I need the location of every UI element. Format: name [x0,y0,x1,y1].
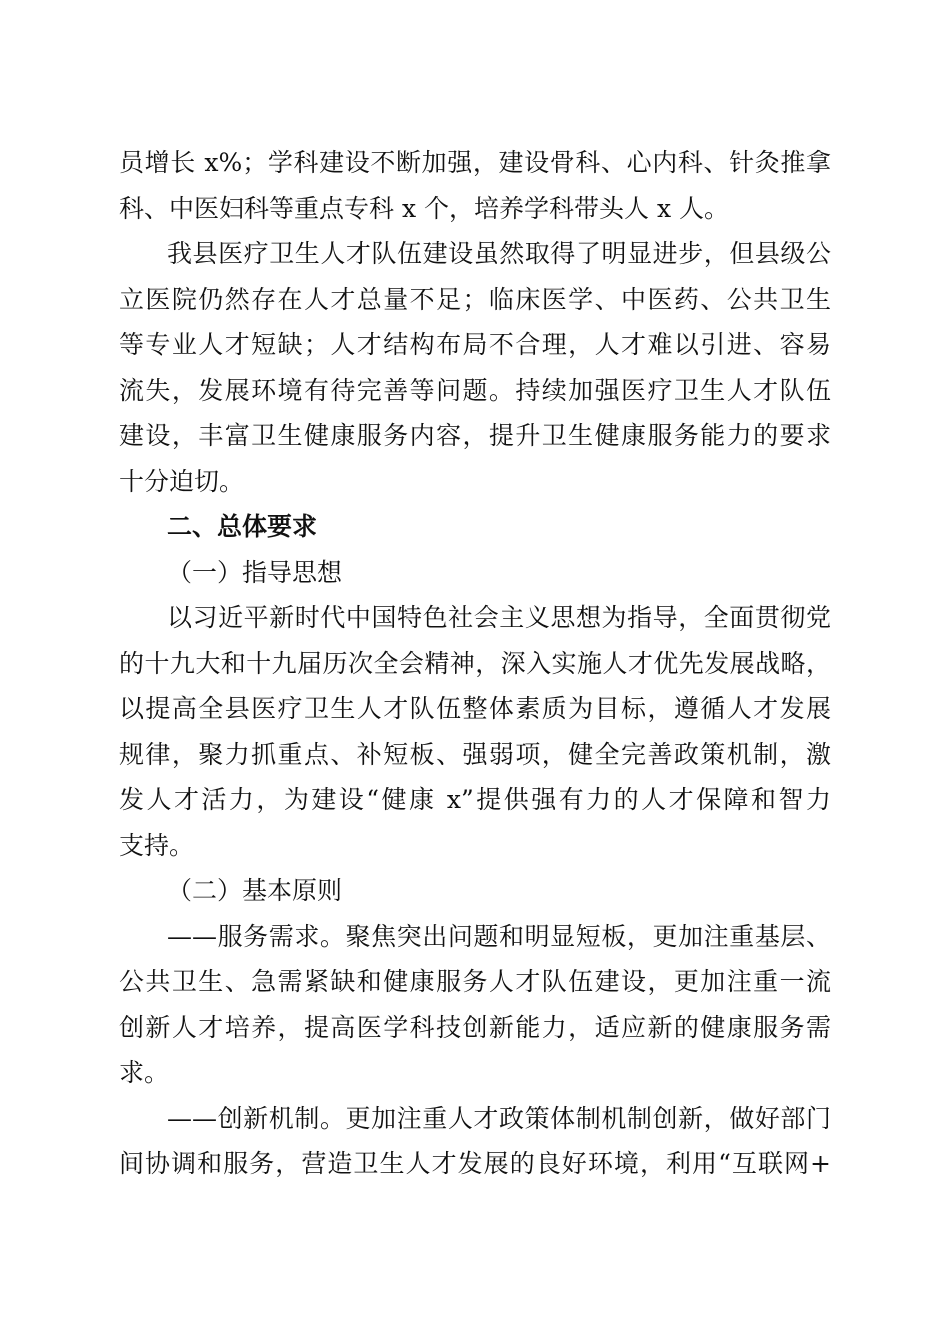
text-line: 规律，聚力抓重点、补短板、强弱项，健全完善政策机制，激 [119,739,831,769]
text-line: 公共卫生、急需紧缺和健康服务人才队伍建设，更加注重一流 [119,967,831,996]
text-line: 支持。 [119,830,195,860]
section-heading: 二、总体要求 [167,512,318,541]
subsection-title-basic-principles: （二）基本原则 [167,876,343,905]
text-line: 员增长 x%；学科建设不断加强，建设骨科、心内科、针灸推拿 [119,148,831,177]
paragraph-principle-innovation [119,1096,831,1187]
text-line: 等专业人才短缺；人才结构布局不合理，人才难以引进、容易 [119,330,831,359]
text-line: 立医院仍然存在人才总量不足；临床医学、中医药、公共卫生 [119,284,831,314]
text-line: 流失，发展环境有待完善等问题。持续加强医疗卫生人才队伍 [119,375,831,405]
text-line: 的十九大和十九届历次全会精神，深入实施人才优先发展战略， [119,648,831,678]
text-line: 间协调和服务，营造卫生人才发展的良好环境，利用“互联网+ [119,1149,831,1178]
text-line: 十分迫切。 [119,466,245,496]
paragraph-problems [119,231,831,504]
text-line: 创新人才培养，提高医学科技创新能力，适应新的健康服务需 [119,1012,831,1042]
paragraph-principle-service-demand [119,914,831,1096]
text-line: 建设，丰富卫生健康服务内容，提升卫生健康服务能力的要求 [119,421,831,450]
text-line: ——服务需求。聚焦突出问题和明显短板，更加注重基层、 [167,921,831,951]
subsection-title-guiding-ideology: （一）指导思想 [167,557,343,587]
text-line: 求。 [119,1058,170,1087]
text-line: ——创新机制。更加注重人才政策体制机制创新，做好部门 [167,1103,831,1133]
paragraph-achievements [119,140,831,231]
text-line: 科、中医妇科等重点专科 x 个，培养学科带头人 x 人。 [119,193,729,223]
text-line: 我县医疗卫生人才队伍建设虽然取得了明显进步，但县级公 [167,239,831,268]
text-line: 发人才活力，为建设“健康 x”提供强有力的人才保障和智力 [119,785,831,814]
text-line: 以提高全县医疗卫生人才队伍整体素质为目标，遵循人才发展 [119,694,831,723]
document-page [119,140,831,1187]
text-line: 以习近平新时代中国特色社会主义思想为指导，全面贯彻党 [167,603,831,632]
paragraph-guiding-ideology [119,595,831,868]
